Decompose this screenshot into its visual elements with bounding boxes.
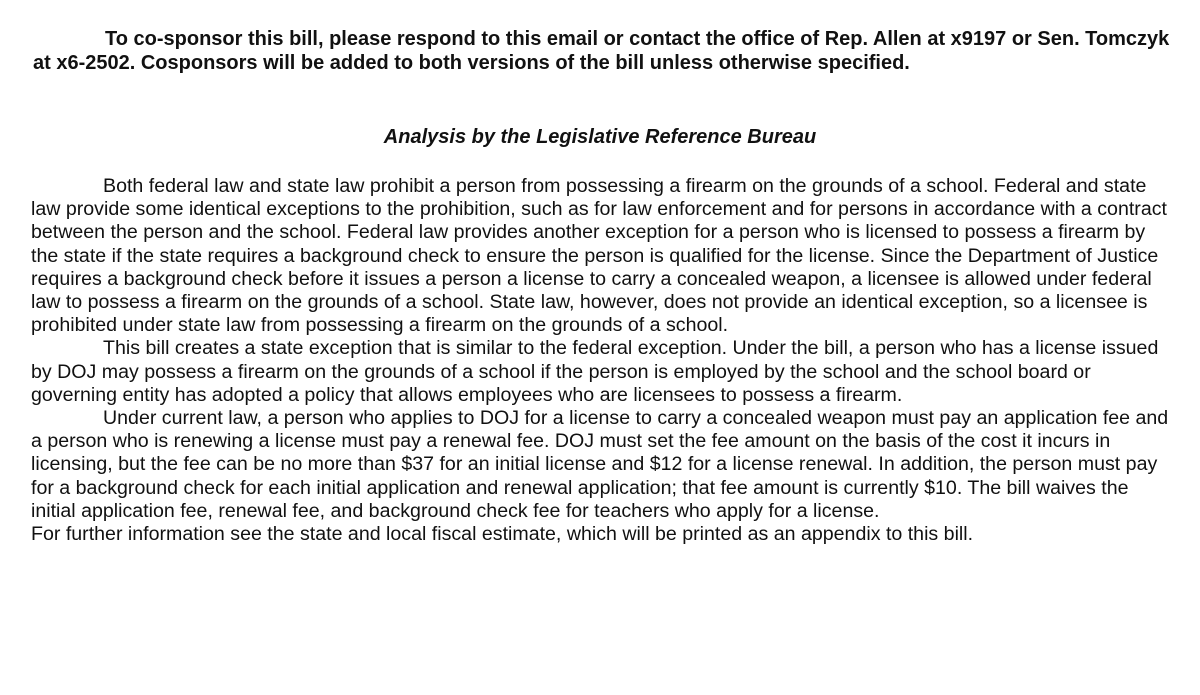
analysis-body bbox=[31, 175, 1171, 546]
analysis-paragraph-current-law-fees: Under current law, a person who applies to DOJ for a license to carry a concealed weapon must pay an application fee and a person who is renewing a license must pay a renewal fee. DOJ must set the fee amount on the basis of the cost it incurs in licensing, but the fee can be no more than $37 for an initial license and $12 for a license renewal. In addition, the person must pay for a background check for each initial application and renewal application; that fee amount is currently $10. The bill waives the initial application fee, renewal fee, and background check fee for teachers who apply for a license. bbox=[31, 407, 1169, 522]
cosponsor-notice: To co-sponsor this bill, please respond to this email or contact the office of Rep. Allen at x9197 or Sen. Tomczyk at x6-2502. Cosponsors will be added to both versions of the bill unless otherwise specified. bbox=[33, 28, 1170, 74]
analysis-paragraph-bill-exception: This bill creates a state exception that is similar to the federal exception. Under the bill, a person who has a license issued by DOJ may possess a firearm on the grounds of a school if the person is employed by the school and the school board or governing entity has adopted a policy that allows employees who are licensees to possess a firearm. bbox=[31, 337, 1159, 406]
fiscal-estimate-note: For further information see the state and local fiscal estimate, which will be printed as an appendix to this bill. bbox=[31, 523, 974, 546]
analysis-paragraph-federal-state-law: Both federal law and state law prohibit a person from possessing a firearm on the grounds of a school. Federal and state law provide some identical exceptions to the prohibition, such as for law enforcement and for persons in accordance with a contract between the person and the school. Federal law provides another exception for a person who is licensed to possess a firearm by the state if the state requires a background check to ensure the person is qualified for the license. Since the Department of Justice requires a background check before it issues a person a license to carry a concealed weapon, a licensee is allowed under federal law to possess a firearm on the grounds of a school. State law, however, does not provide an identical exception, so a licensee is prohibited under state law from possessing a firearm on the grounds of a school. bbox=[31, 175, 1167, 337]
analysis-heading: Analysis by the Legislative Reference Bureau bbox=[383, 126, 817, 148]
